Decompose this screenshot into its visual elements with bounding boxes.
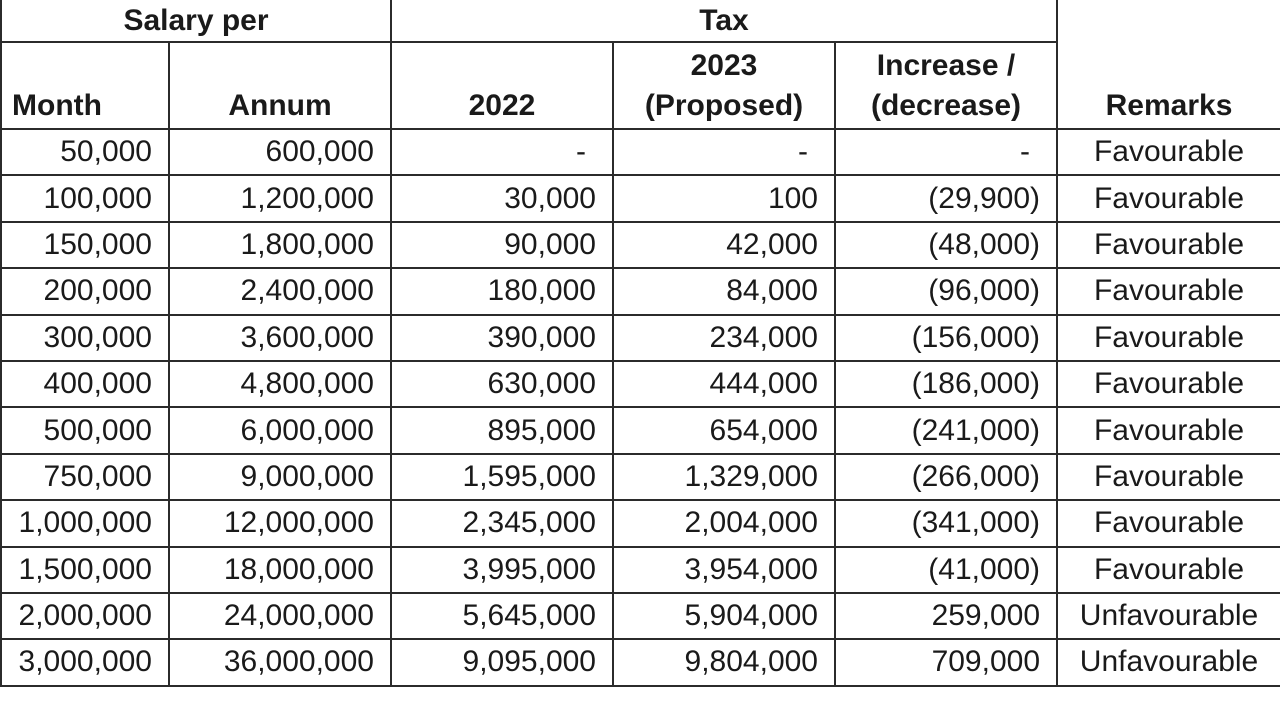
tax-2023-cell: 444,000 <box>613 361 835 407</box>
tax-2023-header <box>613 42 835 129</box>
annum-cell: 6,000,000 <box>169 407 391 453</box>
change-cell: (41,000) <box>835 547 1057 593</box>
tax-2023-cell: 234,000 <box>613 315 835 361</box>
change-cell: - <box>835 129 1057 175</box>
tax-2022-cell: 90,000 <box>391 222 613 268</box>
change-cell: (266,000) <box>835 454 1057 500</box>
remark-cell: Favourable <box>1057 407 1280 453</box>
tax-2023-cell: 42,000 <box>613 222 835 268</box>
remark-cell: Unfavourable <box>1057 593 1280 639</box>
table-row <box>1 175 1280 221</box>
remark-cell: Favourable <box>1057 500 1280 546</box>
tax-2022-cell: 630,000 <box>391 361 613 407</box>
remark-cell: Favourable <box>1057 361 1280 407</box>
header-row-group <box>1 0 1280 42</box>
remarks-header: Remarks <box>1057 42 1280 129</box>
tax-2023-cell: 3,954,000 <box>613 547 835 593</box>
tax-2022-cell: 180,000 <box>391 268 613 314</box>
table-header <box>1 0 1280 129</box>
increase-header-line2: (decrease) <box>870 89 1022 122</box>
annum-cell: 4,800,000 <box>169 361 391 407</box>
annum-cell: 12,000,000 <box>169 500 391 546</box>
table-row <box>1 639 1280 685</box>
month-cell: 750,000 <box>1 454 169 500</box>
annum-cell: 36,000,000 <box>169 639 391 685</box>
tax-2023-cell: 654,000 <box>613 407 835 453</box>
tax-2023-cell: - <box>613 129 835 175</box>
table-row <box>1 315 1280 361</box>
table-row <box>1 129 1280 175</box>
change-cell: (341,000) <box>835 500 1057 546</box>
month-cell: 2,000,000 <box>1 593 169 639</box>
month-cell: 1,000,000 <box>1 500 169 546</box>
month-cell: 500,000 <box>1 407 169 453</box>
tax-2022-cell: 390,000 <box>391 315 613 361</box>
annum-cell: 1,800,000 <box>169 222 391 268</box>
remarks-header-top <box>1057 0 1280 42</box>
tax-2022-cell: 1,595,000 <box>391 454 613 500</box>
salary-per-header: Salary per <box>1 0 391 42</box>
tax-2022-cell: 3,995,000 <box>391 547 613 593</box>
remark-cell: Favourable <box>1057 547 1280 593</box>
annum-cell: 9,000,000 <box>169 454 391 500</box>
remark-cell: Favourable <box>1057 175 1280 221</box>
change-cell: (29,900) <box>835 175 1057 221</box>
change-cell: (48,000) <box>835 222 1057 268</box>
table-row <box>1 500 1280 546</box>
remark-cell: Unfavourable <box>1057 639 1280 685</box>
month-cell: 400,000 <box>1 361 169 407</box>
table-row <box>1 454 1280 500</box>
tax-2023-cell: 9,804,000 <box>613 639 835 685</box>
month-cell: 50,000 <box>1 129 169 175</box>
month-cell: 1,500,000 <box>1 547 169 593</box>
annum-cell: 1,200,000 <box>169 175 391 221</box>
tax-2022-cell: 5,645,000 <box>391 593 613 639</box>
change-cell: (241,000) <box>835 407 1057 453</box>
tax-2023-cell: 2,004,000 <box>613 500 835 546</box>
tax-2022-cell: 2,345,000 <box>391 500 613 546</box>
remark-cell: Favourable <box>1057 222 1280 268</box>
table-row <box>1 222 1280 268</box>
change-cell: (156,000) <box>835 315 1057 361</box>
remark-cell: Favourable <box>1057 268 1280 314</box>
increase-header-line1: Increase / <box>876 49 1016 82</box>
annum-header: Annum <box>169 42 391 129</box>
change-cell: (96,000) <box>835 268 1057 314</box>
change-cell: (186,000) <box>835 361 1057 407</box>
tax-header: Tax <box>391 0 1057 42</box>
tax-2023-cell: 100 <box>613 175 835 221</box>
header-row-columns <box>1 42 1280 129</box>
remark-cell: Favourable <box>1057 129 1280 175</box>
table-body <box>1 129 1280 686</box>
table-row <box>1 547 1280 593</box>
month-cell: 300,000 <box>1 315 169 361</box>
table-row <box>1 593 1280 639</box>
tax-2022-cell: 895,000 <box>391 407 613 453</box>
annum-cell: 2,400,000 <box>169 268 391 314</box>
tax-2022-cell: - <box>391 129 613 175</box>
annum-cell: 3,600,000 <box>169 315 391 361</box>
remark-cell: Favourable <box>1057 315 1280 361</box>
tax-2022-cell: 9,095,000 <box>391 639 613 685</box>
tax-2022-header: 2022 <box>391 42 613 129</box>
tax-2023-header-line1: 2023 <box>690 49 758 82</box>
change-cell: 709,000 <box>835 639 1057 685</box>
remark-cell: Favourable <box>1057 454 1280 500</box>
annum-cell: 24,000,000 <box>169 593 391 639</box>
table-row <box>1 407 1280 453</box>
tax-2023-cell: 5,904,000 <box>613 593 835 639</box>
month-header: Month <box>1 42 169 129</box>
month-cell: 3,000,000 <box>1 639 169 685</box>
month-cell: 150,000 <box>1 222 169 268</box>
table-row <box>1 268 1280 314</box>
tax-2023-cell: 1,329,000 <box>613 454 835 500</box>
table-row <box>1 361 1280 407</box>
month-cell: 200,000 <box>1 268 169 314</box>
annum-cell: 600,000 <box>169 129 391 175</box>
increase-decrease-header <box>835 42 1057 129</box>
tax-2022-cell: 30,000 <box>391 175 613 221</box>
change-cell: 259,000 <box>835 593 1057 639</box>
tax-2023-header-line2: (Proposed) <box>644 89 804 122</box>
month-cell: 100,000 <box>1 175 169 221</box>
annum-cell: 18,000,000 <box>169 547 391 593</box>
tax-2023-cell: 84,000 <box>613 268 835 314</box>
